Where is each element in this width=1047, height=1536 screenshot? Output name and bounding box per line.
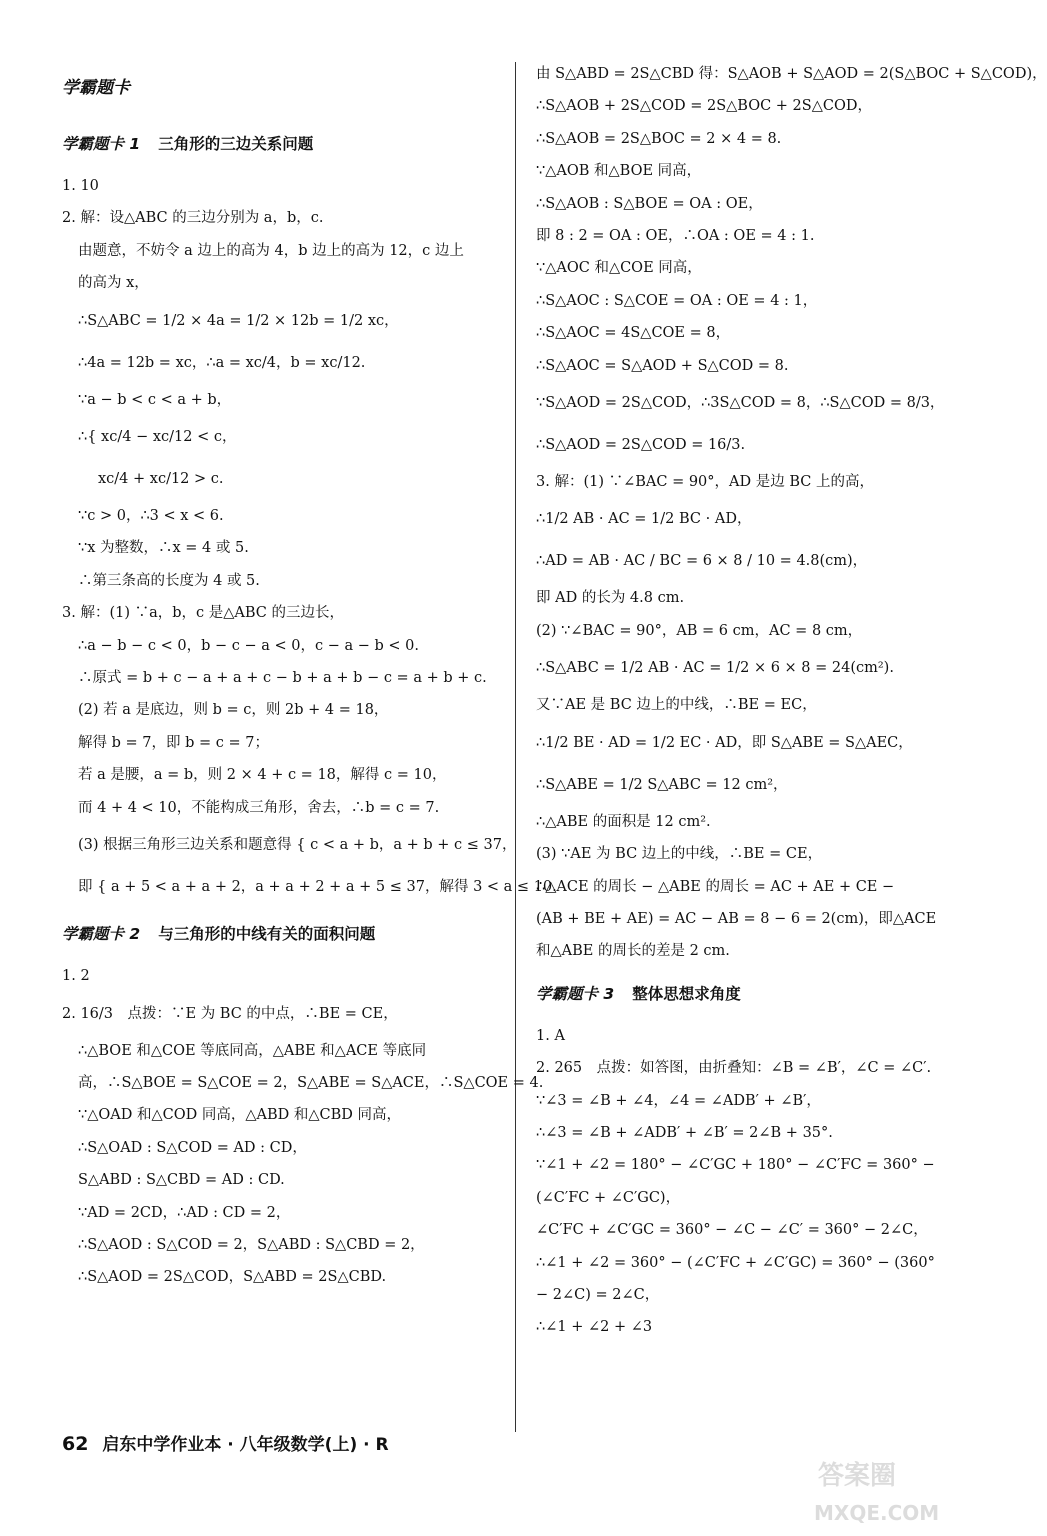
answer-line: ∴S△AOB = 2S△BOC = 2 × 4 = 8.	[536, 130, 782, 147]
card1-heading	[62, 118, 502, 170]
left-column	[62, 58, 557, 1294]
answer-line: ∴原式 = b + c − a + a + c − b + a + b − c = a + b + c.	[78, 670, 487, 687]
answer-line: 1. 10	[62, 178, 99, 194]
watermark-top: 答案圈	[818, 1461, 897, 1491]
card2-subtitle: 与三角形的中线有关的面积问题	[158, 925, 376, 944]
answer-line: 3. 解：(1) ∵a，b，c 是△ABC 的三边长，	[62, 605, 344, 622]
card1-subtitle: 三角形的三边关系问题	[158, 135, 314, 153]
answer-line: ∵∠1 + ∠2 = 180° − ∠C′GC + 180° − ∠C′FC = 360° −	[536, 1157, 935, 1174]
card2-heading	[62, 908, 502, 960]
answer-line: ∴{ xc/4 − xc/12 < c，	[78, 429, 237, 446]
answer-line: (∠C′FC + ∠C′GC)，	[536, 1189, 681, 1206]
answer-line: ∵△AOB 和△BOE 同高，	[536, 163, 702, 180]
answer-line: 即 AD 的长为 4.8 cm.	[536, 590, 685, 607]
answer-line: ∴S△OAD : S△COD = AD : CD，	[78, 1139, 307, 1156]
answer-line: ∴a − b − c < 0，b − c − a < 0，c − a − b < 0.	[78, 637, 419, 654]
column-divider	[515, 62, 516, 1432]
card3-heading	[536, 968, 966, 1020]
answer-line: ∴∠1 + ∠2 + ∠3	[536, 1319, 653, 1336]
answer-line: ∵△OAD 和△COD 同高，△ABD 和△CBD 同高，	[78, 1107, 401, 1124]
right-column	[536, 58, 1047, 1344]
watermark-logo	[808, 1450, 968, 1530]
section-title: 学霸题卡	[62, 78, 130, 98]
answer-line: ∵c > 0，∴3 < x < 6.	[78, 508, 224, 525]
answer-line: ∴S△ABE = 1/2 S△ABC = 12 cm²，	[536, 776, 788, 793]
answer-line: ∴S△AOC = 4S△COE = 8，	[536, 325, 731, 342]
watermark-bottom: MXQE.COM	[814, 1501, 940, 1525]
answer-line: ∴S△AOD : S△COD = 2，S△ABD : S△CBD = 2，	[78, 1236, 425, 1253]
card1-title: 学霸题卡 1	[62, 135, 141, 153]
answer-line: 高，∴S△BOE = S△COE = 2，S△ABE = S△ACE，∴S△COE = 4.	[78, 1074, 544, 1091]
answer-line: 的高为 x，	[78, 275, 149, 292]
card3-subtitle: 整体思想求角度	[632, 984, 741, 1003]
card2-title: 学霸题卡 2	[62, 925, 141, 944]
answer-line: 和△ABE 的周长的差是 2 cm.	[536, 943, 730, 960]
answer-line: xc/4 + xc/12 > c.	[98, 471, 224, 488]
answer-line: 3. 解：(1) ∵∠BAC = 90°，AD 是边 BC 上的高，	[536, 474, 874, 491]
answer-line: (2) 若 a 是底边，则 b = c，则 2b + 4 = 18，	[78, 702, 389, 719]
page-footer	[62, 1430, 389, 1455]
answer-line: 若 a 是腰，a = b，则 2 × 4 + c = 18，解得 c = 10，	[78, 767, 447, 784]
answer-line: 即 8 : 2 = OA : OE，∴OA : OE = 4 : 1.	[536, 228, 815, 245]
answer-line: − 2∠C) = 2∠C，	[536, 1286, 660, 1303]
answer-line: (2) ∵∠BAC = 90°，AB = 6 cm，AC = 8 cm，	[536, 622, 863, 639]
answer-line: ∴S△AOD = 2S△COD，S△ABD = 2S△CBD.	[78, 1269, 387, 1286]
answer-line: ∵S△AOD = 2S△COD，∴3S△COD = 8，∴S△COD = 8/3，	[536, 395, 945, 412]
answer-line: 2. 解：设△ABC 的三边分别为 a，b，c.	[62, 210, 324, 227]
answer-line: ∵AD = 2CD，∴AD : CD = 2，	[78, 1204, 291, 1221]
page-number: 62	[62, 1433, 89, 1455]
answer-line: (AB + BE + AE) = AC − AB = 8 − 6 = 2(cm)，即△ACE	[536, 910, 937, 927]
answer-line: ∵△AOC 和△COE 同高，	[536, 260, 702, 277]
answer-line: ∴△ABE 的面积是 12 cm².	[536, 813, 711, 830]
answer-line: (3) ∵AE 为 BC 边上的中线，∴BE = CE，	[536, 846, 823, 863]
answer-line: ∠C′FC + ∠C′GC = 360° − ∠C − ∠C′ = 360° − 2∠C，	[536, 1222, 928, 1239]
answer-line: ∴S△ABC = 1/2 × 4a = 1/2 × 12b = 1/2 xc，	[78, 312, 399, 329]
card3-title: 学霸题卡 3	[536, 984, 615, 1003]
answer-line: ∴S△AOB + 2S△COD = 2S△BOC + 2S△COD，	[536, 98, 872, 115]
answer-line: ∴△BOE 和△COE 等底同高，△ABE 和△ACE 等底同	[78, 1042, 427, 1059]
answer-line: S△ABD : S△CBD = AD : CD.	[78, 1172, 285, 1189]
book-title: 启东中学作业本 · 八年级数学(上) · R	[102, 1435, 389, 1455]
answer-line: 又∵AE 是 BC 边上的中线，∴BE = EC，	[536, 697, 817, 714]
answer-line: 2. 265 点拨：如答图，由折叠知：∠B = ∠B′，∠C = ∠C′.	[536, 1060, 932, 1077]
answer-line: 即 { a + 5 < a + a + 2，a + a + 2 + a + 5 ≤ 37，解得 3 < a ≤ 10.	[78, 879, 557, 896]
answer-line: 而 4 + 4 < 10，不能构成三角形，舍去，∴b = c = 7.	[78, 799, 440, 816]
answer-line: ∴△ACE 的周长 − △ABE 的周长 = AC + AE + CE −	[536, 878, 895, 895]
answer-line: ∴∠3 = ∠B + ∠ADB′ + ∠B′ = 2∠B + 35°.	[536, 1124, 833, 1141]
answer-line: 2. 16/3 点拨：∵E 为 BC 的中点，∴BE = CE，	[62, 1005, 398, 1022]
answer-line: ∴S△AOC = S△AOD + S△COD = 8.	[536, 357, 789, 374]
answer-line: ∵x 为整数，∴x = 4 或 5.	[78, 540, 249, 557]
answer-line: ∴S△AOB : S△BOE = OA : OE，	[536, 195, 763, 212]
answer-line: ∴1/2 BE · AD = 1/2 EC · AD，即 S△ABE = S△AEC，	[536, 734, 913, 751]
answer-line: 1. 2	[62, 968, 90, 985]
answer-line: 解得 b = 7，即 b = c = 7；	[78, 734, 269, 751]
answer-line: ∴S△ABC = 1/2 AB · AC = 1/2 × 6 × 8 = 24(cm²).	[536, 660, 894, 677]
answer-line: ∴S△AOD = 2S△COD = 16/3.	[536, 437, 746, 454]
answer-line: ∴AD = AB · AC / BC = 6 × 8 / 10 = 4.8(cm)，	[536, 553, 868, 570]
answer-line: ∴第三条高的长度为 4 或 5.	[78, 572, 260, 589]
answer-line: (3) 根据三角形三边关系和题意得 { c < a + b，a + b + c ≤ 37，	[78, 837, 517, 854]
answer-line: ∴1/2 AB · AC = 1/2 BC · AD，	[536, 511, 752, 528]
answer-line: ∵a − b < c < a + b，	[78, 391, 232, 408]
answer-line: 由题意，不妨令 a 边上的高为 4，b 边上的高为 12，c 边上	[78, 242, 464, 259]
answer-line: ∴S△AOC : S△COE = OA : OE = 4 : 1，	[536, 292, 818, 309]
answer-line: ∴4a = 12b = xc，∴a = xc/4，b = xc/12.	[78, 354, 366, 371]
answer-line: ∴∠1 + ∠2 = 360° − (∠C′FC + ∠C′GC) = 360° − (360°	[536, 1254, 935, 1271]
answer-line: ∵∠3 = ∠B + ∠4，∠4 = ∠ADB′ + ∠B′，	[536, 1092, 821, 1109]
answer-line: 1. A	[536, 1027, 565, 1044]
answer-line: 由 S△ABD = 2S△CBD 得：S△AOB + S△AOD = 2(S△BOC + S△COD)，	[536, 66, 1047, 82]
